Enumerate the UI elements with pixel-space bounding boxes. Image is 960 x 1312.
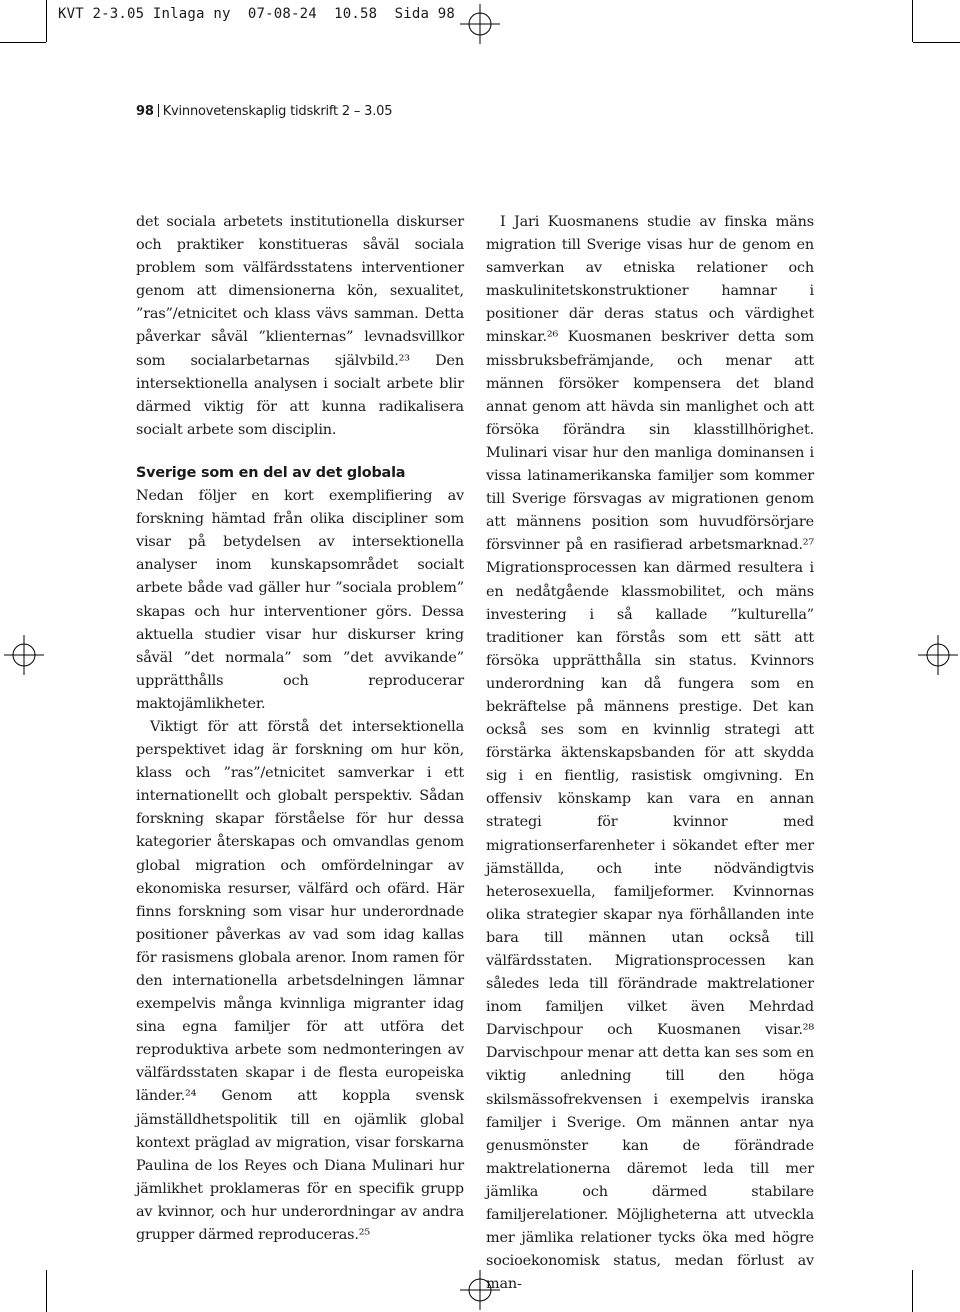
- slug-sida-label: Sida: [394, 6, 430, 22]
- registration-mark-left: [4, 635, 44, 675]
- printer-slug: [58, 6, 455, 22]
- section-heading: Sverige som en del av det globala: [136, 464, 406, 481]
- slug-sida-number: 98: [437, 6, 455, 22]
- crop-mark-bottom-left: [46, 1270, 47, 1312]
- registration-mark-right: [918, 635, 958, 675]
- slug-date: 07-08-24: [247, 6, 317, 22]
- slug-file: KVT 2-3.05 Inlaga ny: [58, 6, 231, 22]
- body-paragraph: Viktigt för att förstå det intersektionella perspektivet idag är forskning om hur kön, klass och ”ras”/etnicitet samverkar i ett internationellt och globalt perspektiv. Sådan forskning skapar förståelse för hur dessa kategorier återskapas och omvandlas genom global migration och omfördelningar av ekonomiska resurser, välfärd och ofärd. Här finns forskning som visar hur underordnade positioner påverkas av vad som idag kallas för rasismens globala arenor. Inom ramen för den internationella arbetsdelningen lämnar exempelvis många kvinnliga migranter idag sina egna familjer för att utföra det reproduktiva arbete som nedmonteringen av välfärdsstaten skapar i de flesta europeiska länder.²⁴ Genom att koppla svensk jämställdhetspolitik till en ojämlik global kontext präglad av migration, visar forskarna Paulina de los Reyes och Diana Mulinari hur jämlikhet proklameras för en specifik grupp av kvinnor, och hur underordningar av andra grupper därmed reproduceras.²⁵: [136, 718, 464, 1244]
- left-column: [136, 211, 464, 1247]
- page-number: 98: [136, 104, 154, 119]
- crop-mark-top-right-horizontal: [913, 42, 960, 43]
- slug-time: 10.58: [334, 6, 378, 22]
- running-head-divider: [158, 104, 159, 117]
- body-paragraph: I Jari Kuosmanens studie av finska mäns migration till Sverige visas hur de genom en samverkan av etniska relationer och maskulinitetskonstruktioner hamnar i positioner där deras status och värdighet minskar.²⁶ Kuosmanen beskriver detta som missbruksbefrämjande, och menar att männen försöker kompensera det bland annat genom att hävda sin manlighet och att försöka förändra sin klasstillhörighet. Mulinari visar hur den manliga dominansen i vissa latinamerikanska familjer som kommer till Sverige försvagas av migrationen genom att männens position som huvudförsörjare försvinner på en rasifierad arbetsmarknad.²⁷ Migrationsprocessen kan därmed resultera i en nedåtgående klassmobilitet, och mäns investering i så kallade ”kulturella” traditioner kan förstås som ett sätt att försöka upprätthålla sin status. Kvinnors underordning kan då fungera som en bekräftelse på männens prestige. Det kan också ses som en kvinnlig strategi att förstärka äktenskapsbanden för att skydda sig i en fientlig, rasistisk omgivning. En offensiv könskamp kan vara en annan strategi för kvinnor med migrationserfarenheter i sökandet efter mer jämställda, och inte nödvändigtvis heterosexuella, familjeformer. Kvinnornas olika strategier skapar nya förhållanden inte bara till männen utan också till välfärdsstaten. Migrationsprocessen kan således leda till förändrade maktrelationer inom familjen vilket även Mehrdad Darvischpour och Kuosmanen visar.²⁸ Darvischpour menar att detta kan ses som en viktig anledning till den höga skilsmässofrekvensen i exempelvis iranska familjer i Sverige. Om männen antar nya genusmönster kan de förändrade maktrelationerna däremot leda till mer jämlika och därmed stabilare familjerelationer. Möjligheterna att utveckla mer jämlika relationer tycks öka med högre socioekonomisk status, medan förlust av man-: [486, 214, 814, 1293]
- right-column: [486, 211, 814, 1296]
- crop-mark-bottom-right: [912, 1270, 913, 1312]
- intro-paragraph: det sociala arbetets institutionella diskurser och praktiker konstitueras såväl sociala problem som välfärdsstatens interventioner genom att dimensionerna kön, sexualitet, ”ras”/etnicitet och klass vävs samman. Detta påverkar såväl ”klienternas” levnadsvillkor som socialarbetarnas självbild.²³ Den intersektionella analysen i socialt arbete blir därmed viktig för att kunna radikalisera socialt arbete som disciplin.: [136, 214, 464, 438]
- journal-title: Kvinnovetenskaplig tidskrift 2 – 3.05: [162, 104, 393, 119]
- body-paragraph: Nedan följer en kort exemplifiering av forskning hämtad från olika discipliner som visar på betydelsen av intersektionella analyser inom kunskapsområdet socialt arbete både vad gäller hur ”sociala problem” skapas och hur interventioner görs. Dessa aktuella studier visar hur diskurser kring såväl ”det normala” som ”det avvikande” upprätthålls och reproducerar maktojämlikheter.: [136, 488, 464, 712]
- crop-mark-top-right-vertical: [912, 0, 913, 42]
- section-spacer: [136, 442, 464, 462]
- registration-mark-top: [460, 4, 500, 44]
- crop-mark-top-left-vertical: [46, 0, 47, 42]
- crop-mark-top-left-horizontal: [0, 42, 46, 43]
- running-head: [136, 104, 392, 119]
